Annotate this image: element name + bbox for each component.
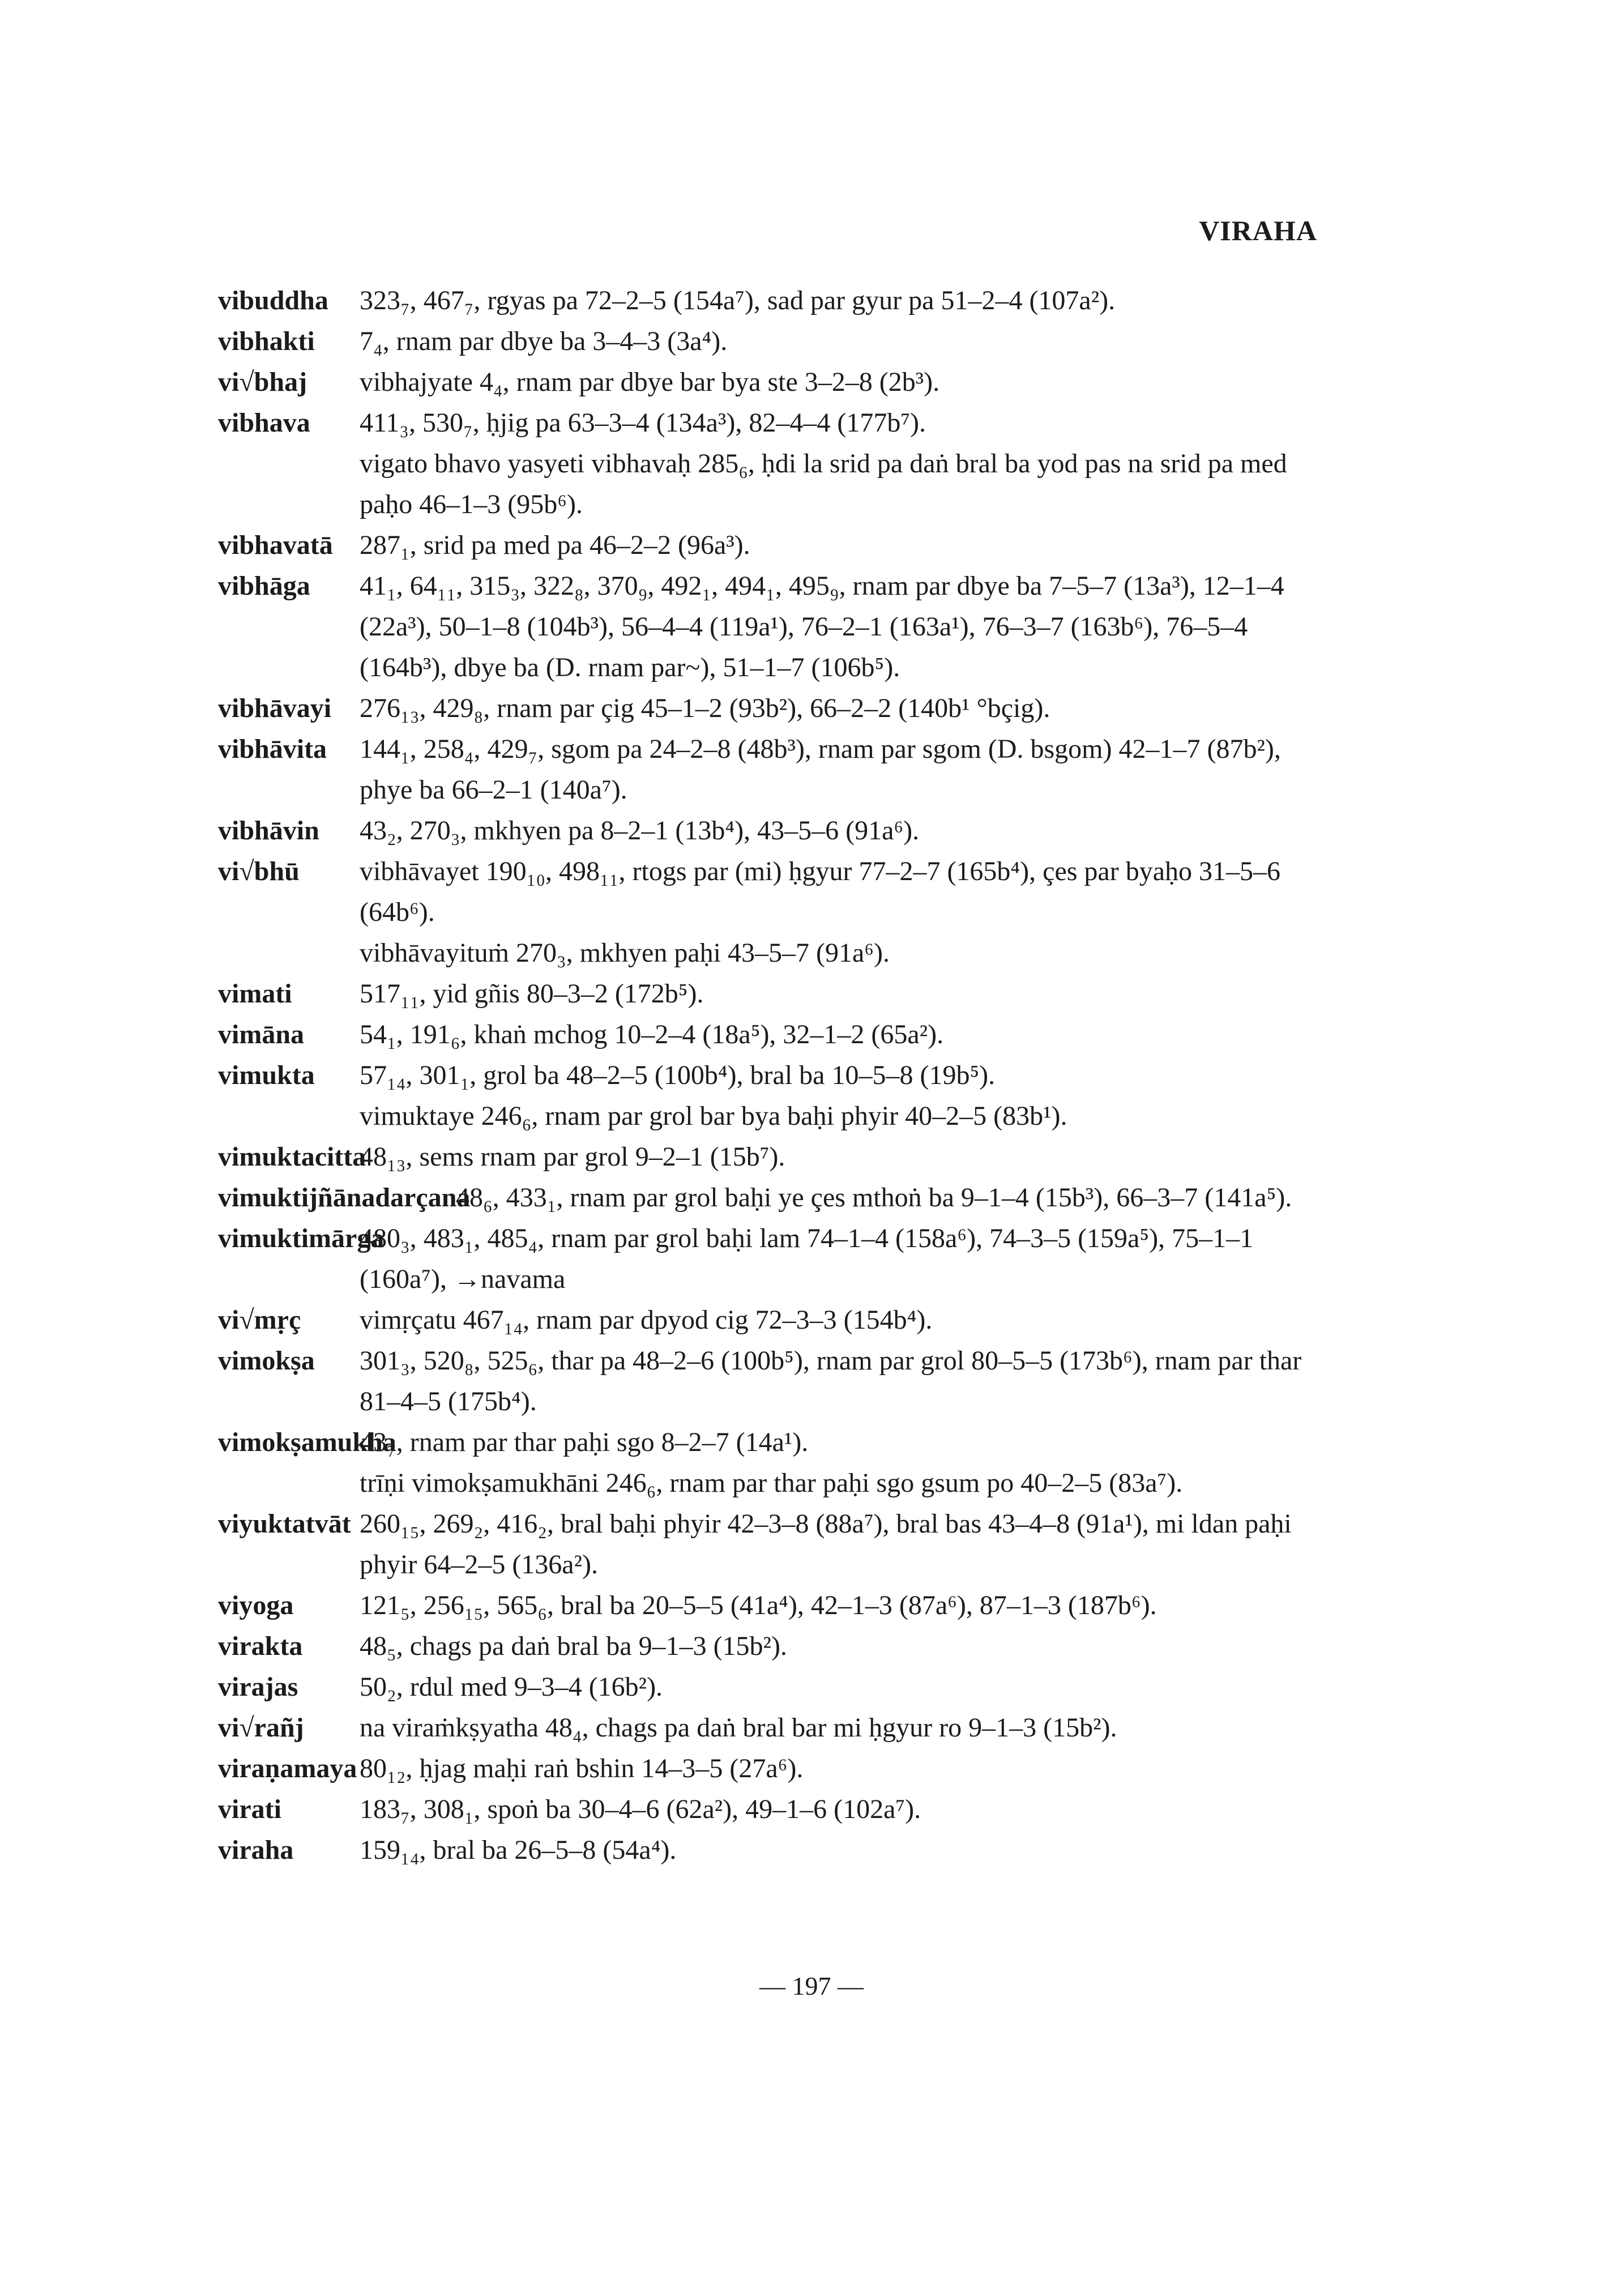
entry-definition: 411₃, 530₇, ḥjig pa 63–3–4 (134a³), 82–4–4 (177b⁷). (360, 408, 926, 438)
entry-headword: vi√mṛç (218, 1305, 301, 1335)
entry-definition: vimṛçatu 467₁₄, rnam par dpyod cig 72–3–3 (154b⁴). (360, 1305, 933, 1335)
entry-headword: vimukta (218, 1060, 315, 1090)
entry-headword: vimāna (218, 1019, 305, 1049)
dictionary-entry (218, 1341, 1322, 1422)
entry-headword: vimati (218, 979, 292, 1009)
entry-headword: vimuktimārga (218, 1223, 385, 1253)
entry-definition: 43₂, 270₃, mkhyen pa 8–2–1 (13b⁴), 43–5–6 (91a⁶). (360, 816, 920, 846)
entry-headword: vi√bhū (218, 856, 300, 886)
entry-headword: vimuktijñānadarçana (218, 1183, 471, 1213)
dictionary-entry (218, 1626, 1322, 1667)
entry-definition: 43₇, rnam par thar paḥi sgo 8–2–7 (14a¹). (360, 1427, 809, 1457)
dictionary-entry (218, 321, 1322, 362)
entry-headword: vibhāvita (218, 734, 327, 764)
entry-definition: 144₁, 258₄, 429₇, sgom pa 24–2–8 (48b³), rnam par sgom (D. bsgom) 42–1–7 (87b²), phye ba 66–2–1 (140a⁷). (360, 734, 1281, 805)
dictionary-entry (218, 810, 1322, 851)
dictionary-entry (218, 1422, 1322, 1504)
entry-definition: 480₃, 483₁, 485₄, rnam par grol baḥi lam 74–1–4 (158a⁶), 74–3–5 (159a⁵), 75–1–1 (160a⁷), →navama (360, 1223, 1254, 1294)
entry-definition: 159₁₄, bral ba 26–5–8 (54a⁴). (360, 1835, 677, 1865)
dictionary-entry (218, 1137, 1322, 1177)
entry-headword: viyoga (218, 1590, 294, 1620)
entry-headword: vi√bhaj (218, 367, 307, 397)
dictionary-entry (218, 1014, 1322, 1055)
dictionary-entry (218, 1830, 1322, 1871)
entry-headword: virajas (218, 1672, 298, 1702)
entry-subdefinition: trīṇi vimokṣamukhāni 246₆, rnam par thar paḥi sgo gsum po 40–2–5 (83a⁷). (360, 1468, 1183, 1498)
dictionary-entry (218, 1708, 1322, 1748)
entry-definition: 50₂, rdul med 9–3–4 (16b²). (360, 1672, 663, 1702)
entry-headword: virati (218, 1794, 281, 1824)
entry-definition: 48₅, chags pa daṅ bral ba 9–1–3 (15b²). (360, 1631, 787, 1661)
entry-definition: 183₇, 308₁, spoṅ ba 30–4–6 (62a²), 49–1–6 (102a⁷). (360, 1794, 921, 1824)
entry-headword: vimuktacitta (218, 1142, 366, 1172)
entry-definition: vibhāvayet 190₁₀, 498₁₁, rtogs par (mi) ḥgyur 77–2–7 (165b⁴), çes par byaḥo 31–5–6 (64b⁶). (360, 856, 1281, 927)
entry-definition: 260₁₅, 269₂, 416₂, bral baḥi phyir 42–3–8 (88a⁷), bral bas 43–4–8 (91a¹), mi ldan paḥi phyir 64–2–5 (136a²). (360, 1509, 1292, 1580)
entry-definition: 7₄, rnam par dbye ba 3–4–3 (3a⁴). (360, 326, 728, 356)
dictionary-entry (218, 1218, 1322, 1300)
entry-headword: vimokṣamukha (218, 1427, 396, 1457)
entry-headword: viraṇamaya (218, 1753, 357, 1783)
dictionary-entry (218, 403, 1322, 525)
dictionary-entry (218, 1300, 1322, 1341)
entry-headword: viyuktatvāt (218, 1509, 351, 1539)
dictionary-entry (218, 1667, 1322, 1708)
entry-definition: 80₁₂, ḥjag maḥi raṅ bshin 14–3–5 (27a⁶). (360, 1753, 804, 1783)
dictionary-entry (218, 1055, 1322, 1137)
dictionary-entry (218, 974, 1322, 1014)
entry-headword: virakta (218, 1631, 303, 1661)
entry-definition: 48₁₃, sems rnam par grol 9–2–1 (15b⁷). (360, 1142, 785, 1172)
entry-definition: 276₁₃, 429₈, rnam par çig 45–1–2 (93b²), 66–2–2 (140b¹ °bçig). (360, 693, 1050, 723)
entry-definition: 41₁, 64₁₁, 315₃, 322₈, 370₉, 492₁, 494₁, 495₉, rnam par dbye ba 7–5–7 (13a³), 12–1–4 (22a³), 50–1–8 (104b³), 56–4–4 (119a¹), 76–2–1 (163a¹), 76–3–7 (163b⁶), 76–5–4 (164b³), dbye ba (D. rnam par~), 51–1–7 (106b⁵). (360, 571, 1284, 682)
entry-headword: vi√rañj (218, 1713, 304, 1743)
dictionary-entry (218, 1177, 1322, 1218)
dictionary-entry (218, 729, 1322, 810)
entry-definition: 54₁, 191₆, khaṅ mchog 10–2–4 (18a⁵), 32–1–2 (65a²). (360, 1019, 944, 1049)
entry-headword: vibhava (218, 408, 310, 438)
dictionary-entry (218, 280, 1322, 321)
page-number: — 197 — (759, 1971, 864, 2000)
dictionary-entry (218, 566, 1322, 688)
dictionary-entry (218, 362, 1322, 403)
entry-headword: vibuddha (218, 285, 328, 315)
dictionary-entry (218, 1789, 1322, 1830)
running-header: VIRAHA (1199, 215, 1317, 246)
dictionary-entry (218, 525, 1322, 566)
entry-definition: 517₁₁, yid gñis 80–3–2 (172b⁵). (360, 979, 704, 1009)
entry-definition: 301₃, 520₈, 525₆, thar pa 48–2–6 (100b⁵), rnam par grol 80–5–5 (173b⁶), rnam par thar 81–4–5 (175b⁴). (360, 1346, 1302, 1416)
entry-definition: 287₁, srid pa med pa 46–2–2 (96a³). (360, 530, 750, 560)
entry-definition: 48₆, 433₁, rnam par grol baḥi ye çes mthoṅ ba 9–1–4 (15b³), 66–3–7 (141a⁵). (456, 1183, 1292, 1213)
entry-definition: 57₁₄, 301₁, grol ba 48–2–5 (100b⁴), bral ba 10–5–8 (19b⁵). (360, 1060, 996, 1090)
entry-definition: 323₇, 467₇, rgyas pa 72–2–5 (154a⁷), sad par gyur pa 51–2–4 (107a²). (360, 285, 1116, 315)
entry-headword: vibhāga (218, 571, 310, 601)
dictionary-entry (218, 1504, 1322, 1585)
dictionary-entries (218, 280, 1322, 1871)
entry-definition: 121₅, 256₁₅, 565₆, bral ba 20–5–5 (41a⁴), 42–1–3 (87a⁶), 87–1–3 (187b⁶). (360, 1590, 1157, 1620)
dictionary-entry (218, 688, 1322, 729)
entry-subdefinition: vibhāvayituṁ 270₃, mkhyen paḥi 43–5–7 (91a⁶). (360, 938, 890, 968)
entry-definition: na viraṁkṣyatha 48₄, chags pa daṅ bral bar mi ḥgyur ro 9–1–3 (15b²). (360, 1713, 1117, 1743)
dictionary-entry (218, 1585, 1322, 1626)
entry-headword: vibhāvin (218, 816, 319, 846)
entry-subdefinition: vigato bhavo yasyeti vibhavaḥ 285₆, ḥdi la srid pa daṅ bral ba yod pas na srid pa med paḥo 46–1–3 (95b⁶). (360, 449, 1287, 519)
entry-headword: vibhavatā (218, 530, 333, 560)
entry-headword: vimokṣa (218, 1346, 315, 1376)
entry-definition: vibhajyate 4₄, rnam par dbye bar bya ste 3–2–8 (2b³). (360, 367, 940, 397)
dictionary-entry (218, 1748, 1322, 1789)
entry-headword: vibhakti (218, 326, 315, 356)
dictionary-entry (218, 851, 1322, 974)
entry-subdefinition: vimuktaye 246₆, rnam par grol bar bya baḥi phyir 40–2–5 (83b¹). (360, 1101, 1067, 1131)
entry-headword: vibhāvayi (218, 693, 332, 723)
entry-headword: viraha (218, 1835, 294, 1865)
